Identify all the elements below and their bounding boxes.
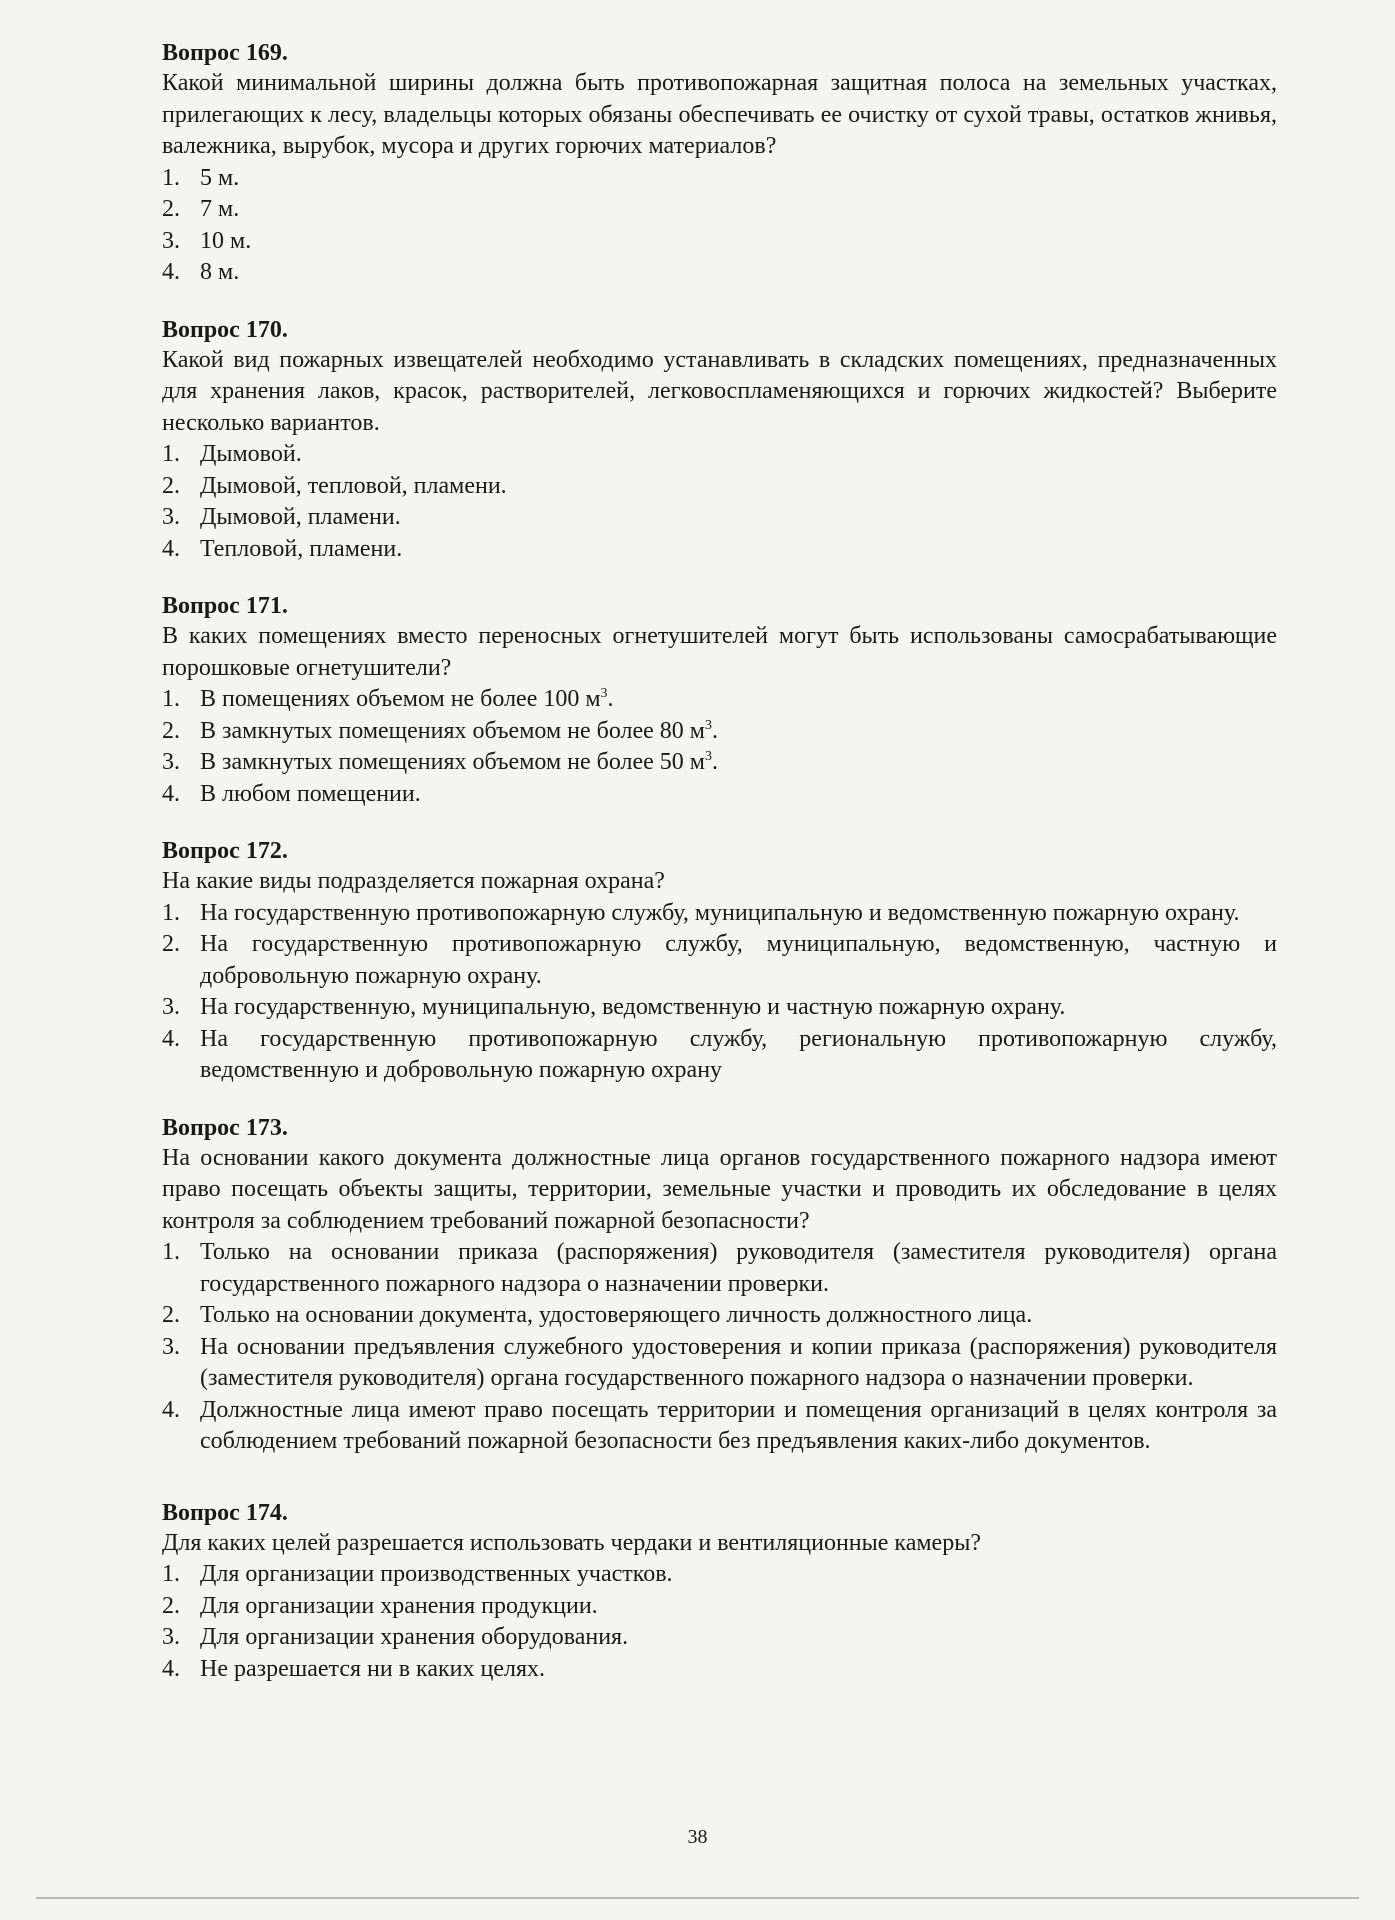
answer-option	[162, 747, 1277, 779]
answer-number: 4.	[162, 259, 180, 285]
question-text: На какие виды подразделяется пожарная охрана?	[162, 868, 665, 894]
answer-option	[162, 1622, 1277, 1654]
answer-option	[162, 226, 1277, 258]
answer-number: 2.	[162, 1592, 180, 1619]
answer-text: На государственную противопожарную службу, региональную противопожарную службу, ведомственную и добровольную пожарную охрану	[200, 1025, 1277, 1083]
question-title: Вопрос 172.	[162, 838, 288, 864]
question-text: На основании какого документа должностные лица органов государственного пожарного надзора имеют право посещать объекты защиты, территории, земельные участки и проводить их обследование в целях контроля за соблюдением требований пожарной безопасности?	[162, 1144, 1277, 1234]
answer-number: 1.	[162, 1239, 180, 1265]
answer-option	[162, 716, 1277, 748]
answer-text-wrap	[200, 684, 1277, 716]
answer-option	[162, 257, 1277, 289]
answer-text: 7 м.	[200, 196, 240, 222]
answer-list	[162, 684, 1277, 810]
answer-option	[162, 1591, 1277, 1623]
answer-option	[162, 684, 1277, 716]
question-174	[162, 1498, 1277, 1686]
answer-option	[162, 779, 1277, 811]
answer-option	[162, 929, 1277, 992]
answer-text: Не разрешается ни в каких целях.	[200, 1655, 546, 1682]
question-title: Вопрос 171.	[162, 593, 288, 619]
answer-text: Должностные лица имеют право посещать территории и помещения организаций в целях контроля за соблюдением требований пожарной безопасности без предъявления каких-либо документов.	[200, 1396, 1277, 1454]
question-text: Для каких целей разрешается использовать чердаки и вентиляционные камеры?	[162, 1529, 981, 1556]
answer-text-wrap	[200, 716, 1277, 748]
answer-number: 1.	[162, 441, 180, 467]
answer-number: 3.	[162, 749, 180, 775]
answer-number: 2.	[162, 717, 180, 744]
answer-option	[162, 1237, 1277, 1300]
answer-option	[162, 1300, 1277, 1332]
answer-text: Дымовой, тепловой, пламени.	[200, 472, 507, 499]
answer-list	[162, 439, 1277, 565]
answer-list	[162, 898, 1277, 1087]
answer-option	[162, 471, 1277, 503]
answer-option	[162, 1559, 1277, 1591]
scan-edge-divider	[36, 1897, 1359, 1899]
answer-list	[162, 163, 1277, 289]
answer-option	[162, 1024, 1277, 1087]
answer-text: Только на основании документа, удостоверяющего личность должностного лица.	[200, 1302, 1033, 1328]
answer-text: В замкнутых помещениях объемом не более 80 м	[200, 717, 705, 744]
answer-text: Для организации хранения продукции.	[200, 1592, 598, 1619]
answer-list	[162, 1559, 1277, 1685]
answer-number: 2.	[162, 196, 180, 222]
answer-text: 5 м.	[200, 164, 240, 191]
answer-number: 3.	[162, 1624, 180, 1650]
question-173	[162, 1113, 1277, 1458]
answer-number: 2.	[162, 472, 180, 499]
question-169	[162, 38, 1277, 289]
answer-number: 1.	[162, 1561, 180, 1587]
answer-text: Для организации хранения оборудования.	[200, 1624, 629, 1650]
answer-number: 4.	[162, 1655, 180, 1682]
answer-text-tail: .	[711, 717, 718, 744]
answer-option	[162, 898, 1277, 930]
answer-text: На государственную, муниципальную, ведомственную и частную пожарную охрану.	[200, 994, 1066, 1020]
questions-container	[162, 38, 1277, 1711]
answer-text: 8 м.	[200, 259, 240, 285]
answer-option	[162, 534, 1277, 566]
answer-number: 3.	[162, 504, 180, 530]
answer-text: Только на основании приказа (распоряжения) руководителя (заместителя руководителя) органа государственного пожарного надзора о назначении проверки.	[200, 1239, 1277, 1297]
answer-number: 2.	[162, 931, 180, 957]
answer-number: 4.	[162, 1396, 180, 1423]
answer-number: 4.	[162, 535, 180, 562]
answer-text-tail: .	[711, 749, 718, 775]
superscript: 3	[704, 749, 712, 764]
answer-text: На основании предъявления служебного удостоверения и копии приказа (распоряжения) руководителя (заместителя руководителя) органа государственного пожарного надзора о назначении проверки.	[200, 1333, 1277, 1391]
answer-number: 3.	[162, 994, 180, 1020]
answer-option	[162, 1395, 1277, 1458]
question-title: Вопрос 174.	[162, 1499, 288, 1526]
question-text: Какой вид пожарных извещателей необходимо устанавливать в складских помещениях, предназначенных для хранения лаков, красок, растворителей, легковоспламеняющихся и горючих жидкостей? Выберите несколько вариантов.	[162, 346, 1277, 436]
question-text: В каких помещениях вместо переносных огнетушителей могут быть использованы самосрабатывающие порошковые огнетушители?	[162, 623, 1277, 681]
question-title: Вопрос 173.	[162, 1114, 288, 1141]
answer-text: Дымовой.	[200, 441, 302, 467]
answer-option	[162, 992, 1277, 1024]
question-171	[162, 591, 1277, 810]
answer-option	[162, 1332, 1277, 1395]
question-text: Какой минимальной ширины должна быть противопожарная защитная полоса на земельных участках, прилегающих к лесу, владельцы которых обязаны обеспечивать ее очистку от сухой травы, остатков жнивья, валежника, вырубок, мусора и других горючих материалов?	[162, 70, 1277, 159]
answer-option	[162, 1654, 1277, 1686]
answer-number: 1.	[162, 686, 180, 712]
answer-text: Дымовой, пламени.	[200, 504, 401, 530]
answer-text: В помещениях объемом не более 100 м	[200, 686, 601, 712]
answer-option	[162, 502, 1277, 534]
answer-number: 4.	[162, 1025, 180, 1052]
answer-number: 3.	[162, 227, 180, 254]
question-title: Вопрос 170.	[162, 316, 288, 343]
answer-text-wrap	[200, 747, 1277, 779]
answer-option	[162, 194, 1277, 226]
answer-option	[162, 163, 1277, 195]
answer-number: 2.	[162, 1302, 180, 1328]
answer-number: 4.	[162, 780, 180, 807]
answer-number: 1.	[162, 899, 180, 926]
answer-text: В любом помещении.	[200, 780, 421, 807]
answer-text: 10 м.	[200, 227, 252, 254]
question-title: Вопрос 169.	[162, 40, 288, 66]
answer-number: 1.	[162, 164, 180, 191]
answer-text: На государственную противопожарную службу, муниципальную, ведомственную, частную и добровольную пожарную охрану.	[200, 931, 1277, 989]
answer-option	[162, 439, 1277, 471]
answer-text: Для организации производственных участков.	[200, 1561, 673, 1587]
page-number: 38	[687, 1826, 708, 1848]
superscript: 3	[600, 686, 608, 701]
answer-list	[162, 1237, 1277, 1458]
question-172	[162, 836, 1277, 1087]
answer-text: В замкнутых помещениях объемом не более 50 м	[200, 749, 705, 775]
question-170	[162, 315, 1277, 566]
answer-text: Тепловой, пламени.	[200, 535, 403, 562]
superscript: 3	[704, 717, 712, 733]
answer-text-tail: .	[607, 686, 614, 712]
answer-text: На государственную противопожарную службу, муниципальную и ведомственную пожарную охрану.	[200, 899, 1240, 926]
answer-number: 3.	[162, 1333, 180, 1360]
